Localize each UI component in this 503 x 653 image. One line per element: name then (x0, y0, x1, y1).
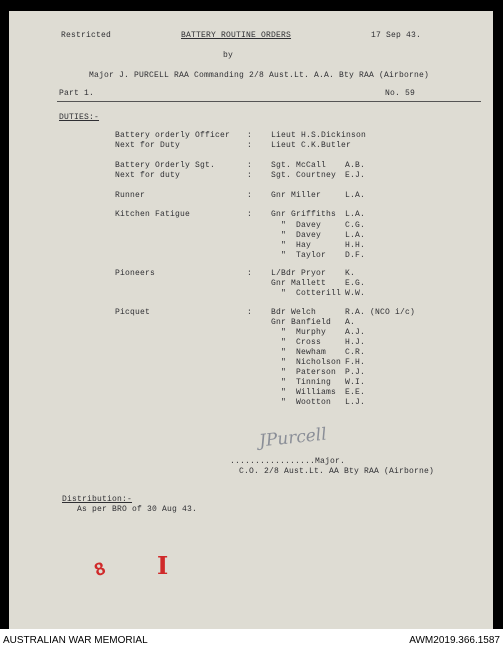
footer-institution: AUSTRALIAN WAR MEMORIAL (3, 635, 148, 646)
signature-scrawl: JPurcell (258, 424, 328, 452)
duty-separator: : (247, 210, 253, 219)
commander-line: Major J. PURCELL RAA Commanding 2/8 Aust.Lt. A.A. Bty RAA (Airborne) (89, 71, 430, 80)
duty-person: " Paterson (271, 368, 337, 377)
duty-role: Next for Duty (115, 141, 181, 150)
duties-heading: DUTIES:- (59, 113, 100, 122)
document-page (9, 11, 493, 629)
duty-person: Gnr Griffiths (271, 210, 337, 219)
duty-initials: L.A. (345, 191, 366, 200)
duty-initials: L.A. (345, 231, 366, 240)
distribution-text: As per BRO of 30 Aug 43. (77, 505, 198, 514)
duty-person: " Newham (271, 348, 327, 357)
by-label: by (223, 51, 234, 60)
duty-person: " Cross (271, 338, 322, 347)
duty-person: " Hay (271, 241, 312, 250)
duty-initials: W.W. (345, 289, 366, 298)
duty-person: Bdr Welch (271, 308, 317, 317)
duty-person: " Taylor (271, 251, 327, 260)
duty-person: L/Bdr Pryor (271, 269, 327, 278)
duty-person: Gnr Mallett (271, 279, 327, 288)
duty-initials: H.J. (345, 338, 366, 347)
duty-person: Sgt. McCall (271, 161, 327, 170)
signatory-title: C.O. 2/8 Aust.Lt. AA Bty RAA (Airborne) (239, 467, 435, 476)
duty-separator: : (247, 171, 253, 180)
duty-person: " Nicholson (271, 358, 342, 367)
signature-line: .................Major. (230, 457, 346, 466)
duty-person: " Davey (271, 221, 322, 230)
header-rule (57, 101, 481, 102)
duty-person: Lieut H.S.Dickinson (271, 131, 367, 140)
classification: Restricted (61, 31, 112, 40)
duty-person: Gnr Banfield (271, 318, 332, 327)
duty-person: " Cotterill (271, 289, 342, 298)
duty-separator: : (247, 141, 253, 150)
footer-accession: AWM2019.366.1587 (409, 635, 500, 646)
duty-initials: A.B. (345, 161, 366, 170)
duty-initials: A.J. (345, 328, 366, 337)
duty-initials: C.R. (345, 348, 366, 357)
duty-initials: E.G. (345, 279, 366, 288)
duty-separator: : (247, 191, 253, 200)
duty-role: Runner (115, 191, 146, 200)
duty-person: Gnr Miller (271, 191, 322, 200)
duty-initials: F.H. (345, 358, 366, 367)
duty-role: Battery Orderly Sgt. (115, 161, 216, 170)
duty-person: " Davey (271, 231, 322, 240)
duty-initials: L.A. (345, 210, 366, 219)
duty-role: Picquet (115, 308, 151, 317)
distribution-heading: Distribution:- (62, 495, 133, 504)
duty-initials: H.H. (345, 241, 366, 250)
duty-person: " Murphy (271, 328, 327, 337)
archive-footer (0, 629, 503, 653)
order-date: 17 Sep 43. (371, 31, 422, 40)
duty-role: Pioneers (115, 269, 156, 278)
duty-initials: D.F. (345, 251, 366, 260)
duty-initials: R.A. (NCO i/c) (345, 308, 416, 317)
duty-role: Next for duty (115, 171, 181, 180)
duty-person: Sgt. Courtney (271, 171, 337, 180)
duty-separator: : (247, 161, 253, 170)
duty-separator: : (247, 269, 253, 278)
duty-initials: P.J. (345, 368, 366, 377)
duty-initials: K. (345, 269, 356, 278)
order-number: No. 59 (385, 89, 416, 98)
duty-initials: L.J. (345, 398, 366, 407)
duty-person: Lieut C.K.Butler (271, 141, 352, 150)
duty-initials: E.E. (345, 388, 366, 397)
duty-person: " Tinning (271, 378, 332, 387)
duty-role: Kitchen Fatigue (115, 210, 191, 219)
duty-initials: A. (345, 318, 356, 327)
duty-person: " Wootton (271, 398, 332, 407)
red-pencil-mark-2: I (157, 551, 169, 580)
duty-person: " Williams (271, 388, 337, 397)
duty-separator: : (247, 131, 253, 140)
duty-initials: C.G. (345, 221, 366, 230)
red-pencil-mark-1: 8 (91, 557, 108, 581)
duty-initials: W.I. (345, 378, 366, 387)
duty-separator: : (247, 308, 253, 317)
duty-role: Battery orderly Officer (115, 131, 231, 140)
document-title: BATTERY ROUTINE ORDERS (181, 31, 292, 40)
duty-initials: E.J. (345, 171, 366, 180)
part-label: Part 1. (59, 89, 95, 98)
